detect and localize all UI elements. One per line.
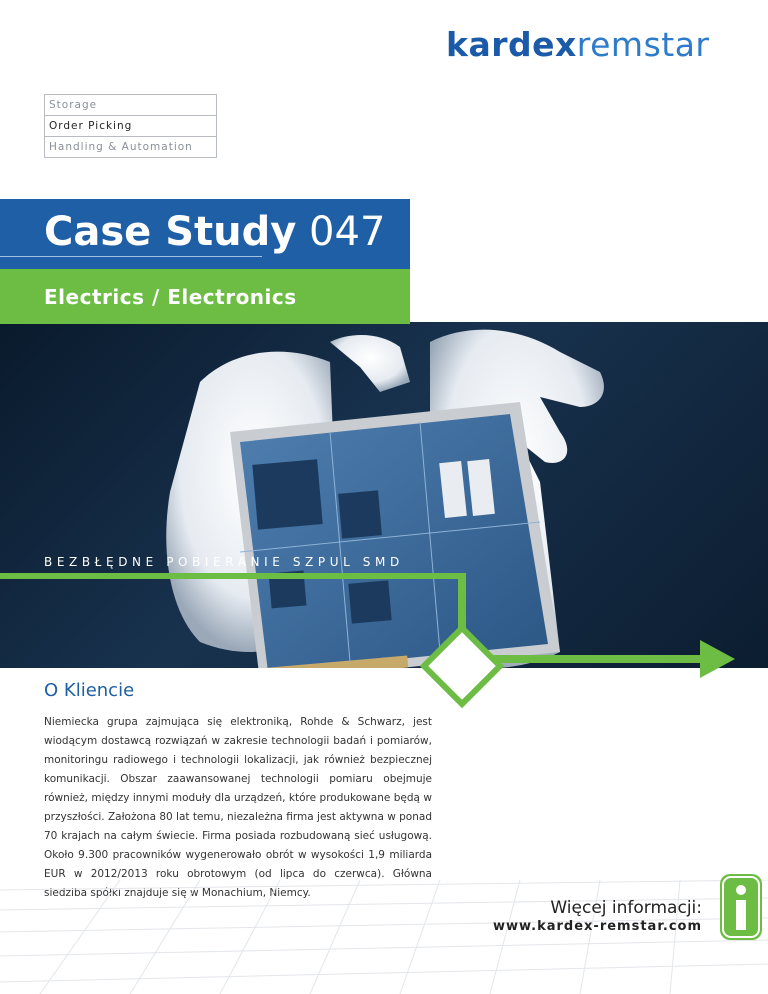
website-link[interactable]: www.kardex-remstar.com — [492, 919, 702, 934]
category-handling-automation: Handling & Automation — [49, 141, 193, 153]
connector-horizontal-line — [0, 573, 466, 579]
industry-subtitle: Electrics / Electronics — [44, 285, 297, 309]
case-study-label: Case Study — [44, 209, 297, 255]
info-icon — [718, 872, 764, 942]
more-info-label: Więcej informacji: — [550, 898, 702, 918]
client-description: Niemiecka grupa zajmująca się elektroniką, Rohde & Schwarz, jest wiodącym dostawcą rozwiązań w zakresie technologii badań i pomiarów, monitoringu radiowego i technologii lokalizacji, jak również bezpiecznej komunikacji. Obszar zaawansowanej technologii pomiaru obejmuje również, między innymi moduły dla urządzeń, które produkowane będą w przyszłości. Założona 80 lat temu, niezależna firma jest aktywna w ponad 70 krajach na całym świecie. Firma posiada rozbudowaną sieć usługową. Około 9.300 pracowników wygenerowało obrót w wysokości 1,9 miliarda EUR w 2012/2013 roku obrotowym (od lipca do czerwca). Główna siedziba spółki znajduje się w Monachium, Niemcy. — [44, 716, 432, 899]
tagline: BEZBŁĘDNE POBIERANIE SZPUL SMD — [44, 555, 404, 569]
more-info-block — [493, 897, 702, 934]
logo-part-remstar: remstar — [576, 25, 710, 64]
case-study-number: 047 — [309, 209, 386, 255]
client-heading: O Kliencie — [44, 680, 135, 701]
arrow-head-icon — [700, 640, 735, 678]
diamond-icon — [424, 628, 500, 704]
category-order-picking: Order Picking — [45, 116, 216, 137]
logo-part-kardex: kardex — [446, 25, 577, 64]
category-storage: Storage — [45, 95, 216, 116]
